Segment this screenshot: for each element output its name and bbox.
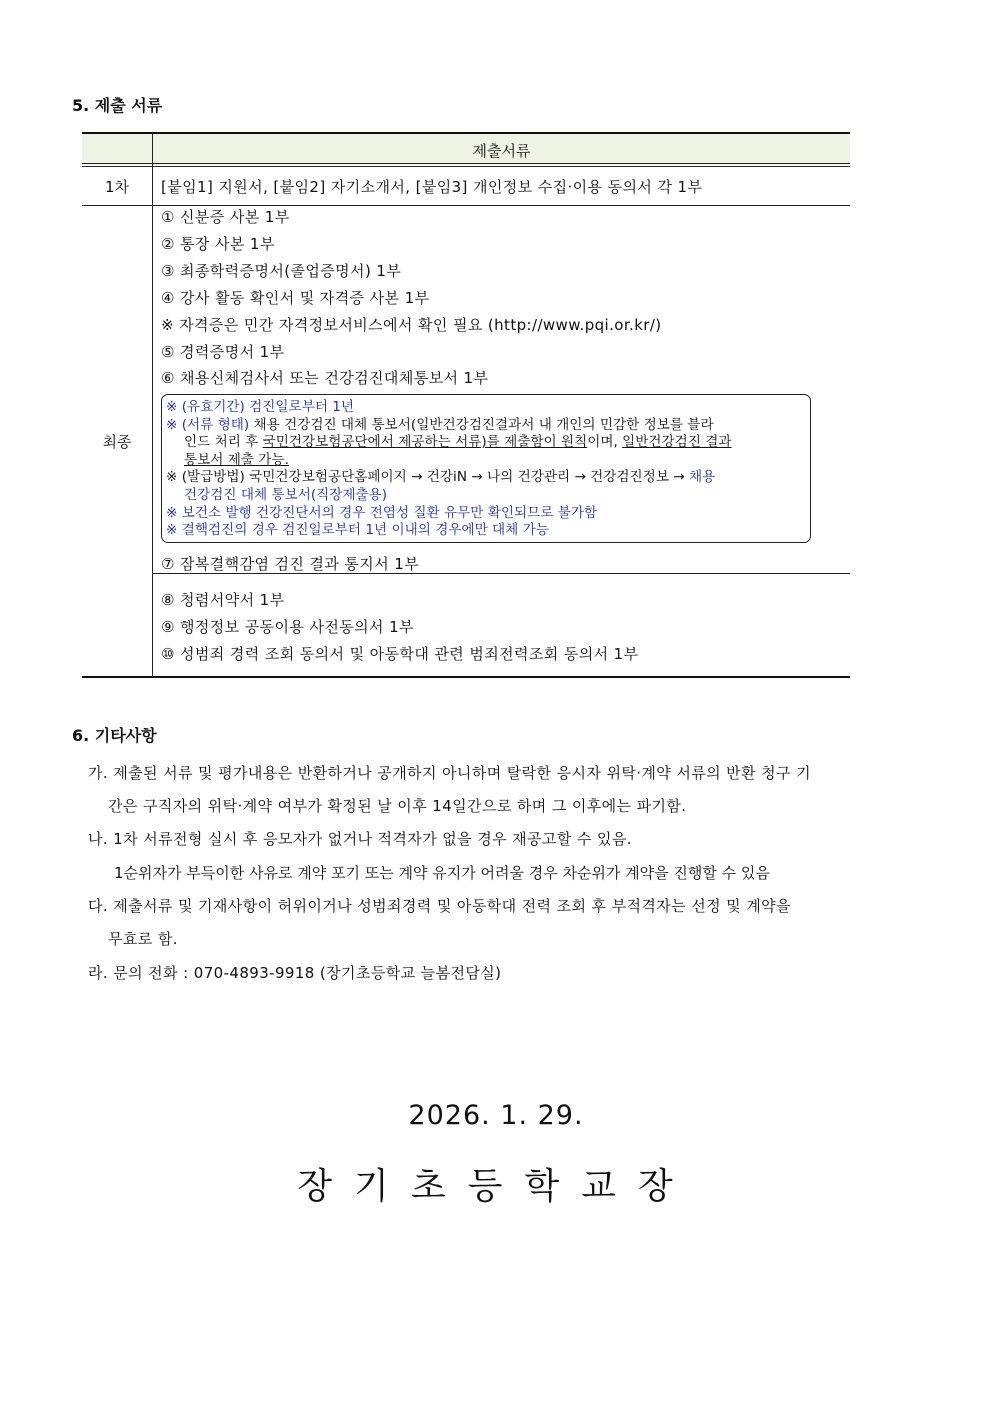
note-issue-method-cont: 건강검진 대체 통보서(직장제출용) — [184, 486, 388, 503]
first-round-documents: [붙임1] 지원서, [붙임2] 자기소개서, [붙임3] 개인정보 수집·이용 동의서 각 1부 — [161, 178, 703, 196]
note-underlined: 통보서 제출 가능. — [184, 451, 289, 468]
list-item: ⑥ 채용신체검사서 또는 건강검진대체통보서 1부 — [161, 369, 489, 387]
notice-ra-contact: 라. 문의 전화 : 070-4893-9918 (장기초등학교 늘봄전담실) — [88, 964, 502, 982]
header-divider-2 — [82, 166, 850, 167]
section-5-title: 5. 제출 서류 — [72, 96, 163, 115]
table-bottom-border — [82, 676, 850, 678]
note-text: 인드 처리 후 — [184, 434, 263, 451]
row-label-first: 1차 — [104, 178, 130, 196]
note-health-center: ※ 보건소 발행 건강진단서의 경우 전염성 질환 유무만 확인되므로 불가함 — [166, 504, 598, 521]
row-label-final: 최종 — [102, 433, 132, 451]
note-format-label: ※ (서류 형태) — [166, 416, 250, 433]
note-format-text: 채용 건강검진 대체 통보서(일반건강검진결과서 내 개인의 민감한 정보를 블라 — [249, 416, 714, 433]
note-underlined: 국민건강보험공단에서 제공하는 서류)를 제출함이 원칙 — [262, 434, 588, 451]
note-validity: ※ (유효기간) 검진일로부터 1년 — [166, 399, 355, 415]
health-check-notes — [161, 394, 811, 543]
list-item: ② 통장 사본 1부 — [161, 235, 275, 253]
list-item: ③ 최종학력증명서(졸업증명서) 1부 — [161, 262, 402, 280]
column-divider — [152, 132, 153, 677]
list-item: ⑤ 경력증명서 1부 — [161, 343, 285, 361]
note-text: ※ (발급방법) 국민건강보험공단홈페이지 → 건강iN → 나의 건강관리 → 건강검진정보 → — [166, 469, 689, 486]
list-item: ⑦ 잠복결핵감염 검진 결과 통지서 1부 — [161, 555, 420, 573]
list-item: ① 신분증 사본 1부 — [161, 208, 290, 226]
list-item: ④ 강사 활동 확인서 및 자격증 사본 1부 — [161, 289, 430, 307]
note-tb-check: ※ 결핵검진의 경우 검진일로부터 1년 이내의 경우에만 대체 가능 — [166, 522, 549, 539]
notice-na-line-2: 1순위자가 부득이한 사유로 계약 포기 또는 계약 유지가 어려울 경우 차순위가 계약을 진행할 수 있음 — [114, 864, 770, 882]
list-item: ⑨ 행정정보 공동이용 사전동의서 1부 — [161, 618, 414, 636]
document-date: 2026. 1. 29. — [408, 1100, 584, 1131]
note-format-cont — [166, 434, 804, 452]
list-item: ⑧ 청렴서약서 1부 — [161, 591, 285, 609]
note-blue-text: 채용 — [688, 469, 716, 486]
notice-ga-line-1: 가. 제출된 서류 및 평가내용은 반환하거나 공개하지 아니하며 탈락한 응시자 위탁·계약 서류의 반환 청구 기 — [88, 764, 811, 782]
note-issue-method — [166, 469, 804, 487]
notice-ga-line-2: 간은 구직자의 위탁·계약 여부가 확정된 날 이후 14일간으로 하며 그 이후에는 파기함. — [108, 797, 687, 815]
list-item-note: ※ 자격증은 민간 자격정보서비스에서 확인 필요 (http://www.pqi.or.kr/) — [161, 316, 662, 334]
section-6-title: 6. 기타사항 — [72, 726, 157, 745]
school-principal-signature: 장기초등학교장 — [297, 1166, 695, 1207]
note-underlined: 일반건강검진 결과 — [622, 434, 732, 451]
notice-da-line-2: 무효로 함. — [108, 930, 178, 948]
notice-da-line-1: 다. 제출서류 및 기재사항이 허위이거나 성범죄경력 및 아동학대 전력 조회 후 부적격자는 선정 및 계약을 — [88, 897, 791, 915]
notice-na-line-1: 나. 1차 서류전형 실시 후 응모자가 없거나 적격자가 없을 경우 재공고할 수 있음. — [88, 830, 632, 848]
note-format-end — [166, 452, 804, 470]
note-format — [166, 417, 804, 435]
table-header: 제출서류 — [472, 142, 531, 160]
note-text: 이며, — [587, 434, 623, 451]
header-divider-1 — [82, 163, 850, 164]
list-item: ⑩ 성범죄 경력 조회 동의서 및 아동학대 관련 범죄전력조회 동의서 1부 — [161, 645, 639, 663]
table-top-border — [82, 132, 850, 134]
